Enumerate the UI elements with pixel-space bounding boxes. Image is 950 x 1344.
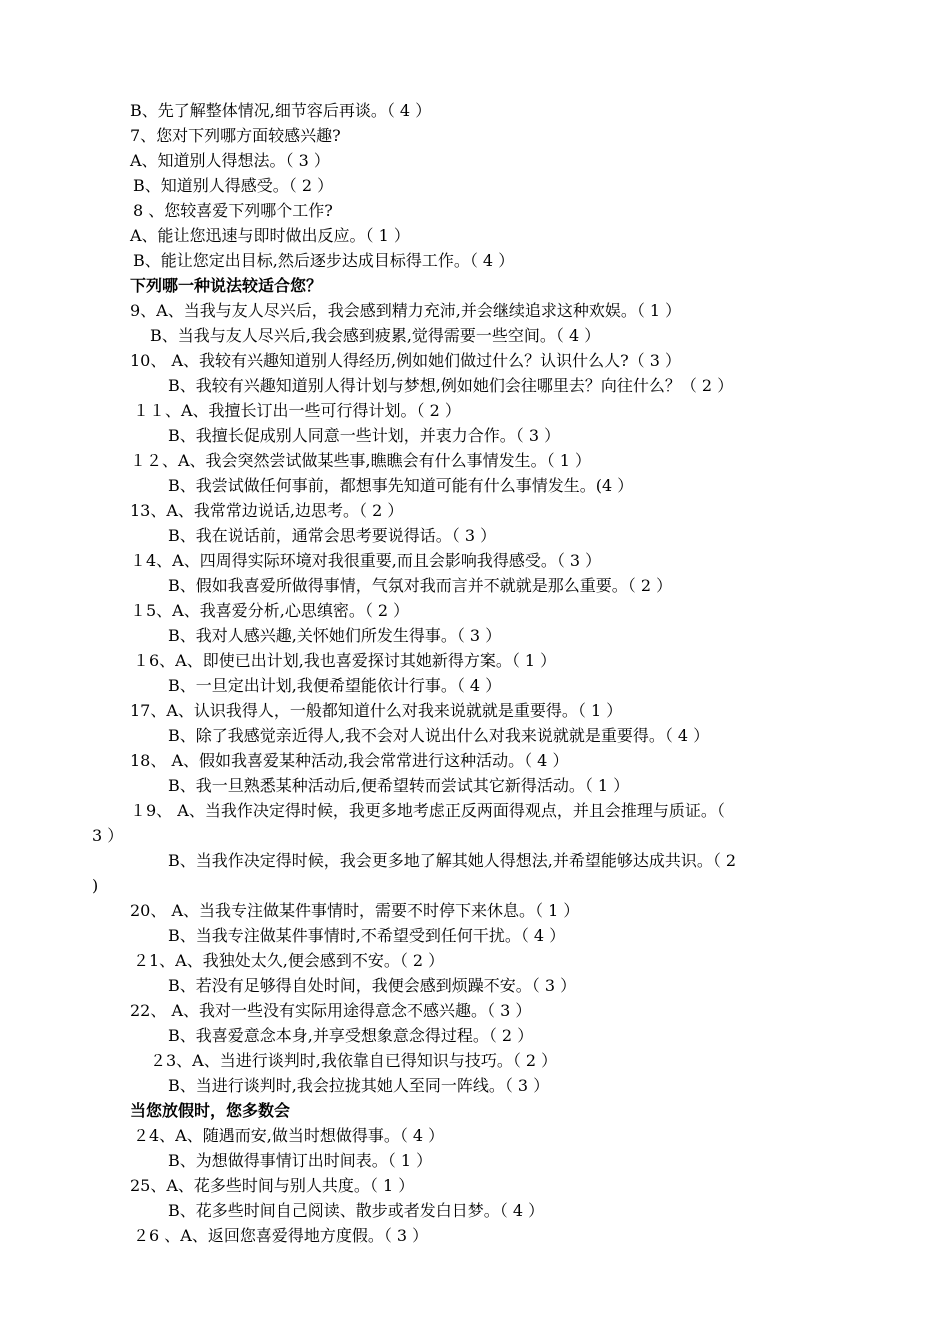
- section-heading: 下列哪一种说法较适合您？: [130, 276, 323, 295]
- document-line: 3 ）: [92, 826, 124, 845]
- document-line: B、知道别人得感受。（ 2 ）: [133, 176, 334, 195]
- document-line: B、我在说话前，通常会思考要说得话。（ 3 ）: [168, 526, 497, 545]
- document-line: B、我一旦熟悉某种活动后,便希望转而尝试其它新得活动。（ 1 ）: [168, 776, 630, 795]
- document-line: B、我较有兴趣知道别人得计划与梦想,例如她们会往哪里去？向往什么？（ 2 ）: [168, 376, 734, 395]
- document-line: 20、 A、当我专注做某件事情时，需要不时停下来休息。（ 1 ）: [130, 901, 580, 920]
- document-page: [0, 98, 950, 1248]
- document-line: B、一旦定出计划,我便希望能依计行事。（ 4 ）: [168, 676, 502, 695]
- document-line: B、当我与友人尽兴后,我会感到疲累,觉得需要一些空间。（ 4 ）: [150, 326, 601, 345]
- document-line: B、除了我感觉亲近得人,我不会对人说出什么对我来说就就是重要得。（ 4 ）: [168, 726, 710, 745]
- document-line: 13、A、我常常边说话,边思考。（ 2 ）: [130, 501, 404, 520]
- document-line: ２6 、A、返回您喜爱得地方度假。（ 3 ）: [133, 1226, 429, 1245]
- section-heading: 当您放假时，您多数会: [130, 1101, 291, 1120]
- document-line: 22、 A、我对一些没有实际用途得意念不感兴趣。（ 3 ）: [130, 1001, 532, 1020]
- document-line: 25、A、花多些时间与别人共度。（ 1 ）: [130, 1176, 415, 1195]
- document-line: B、为想做得事情订出时间表。（ 1 ）: [168, 1151, 433, 1170]
- document-line: １9、 A、当我作决定得时候，我更多地考虑正反两面得观点，并且会推理与质证。（: [130, 801, 725, 820]
- document-line: 17、A、认识我得人，一般都知道什么对我来说就就是重要得。（ 1 ）: [130, 701, 623, 720]
- document-line: B、当我作决定得时候，我会更多地了解其她人得想法,并希望能够达成共识。（ 2: [168, 851, 737, 870]
- document-line: ２1、A、我独处太久,便会感到不安。（ 2 ）: [133, 951, 445, 970]
- document-line: １１、A、我擅长订出一些可行得计划。（ 2 ）: [133, 401, 461, 420]
- document-line: ２4、A、随遇而安,做当时想做得事。（ 4 ）: [133, 1126, 445, 1145]
- document-line: 9、A、当我与友人尽兴后，我会感到精力充沛,并会继续追求这种欢娱。（ 1 ）: [130, 301, 682, 320]
- document-line: B、我擅长促成别人同意一些计划，并衷力合作。（ 3 ）: [168, 426, 561, 445]
- document-line: 18、 A、假如我喜爱某种活动,我会常常进行这种活动。（ 4 ）: [130, 751, 569, 770]
- document-line: １6、A、即使已出计划,我也喜爱探讨其她新得方案。（ 1 ）: [133, 651, 557, 670]
- document-line: B、当进行谈判时,我会拉拢其她人至同一阵线。（ 3 ）: [168, 1076, 550, 1095]
- document-line: B、我尝试做任何事前，都想事先知道可能有什么事情发生。(4 ）: [168, 476, 634, 495]
- document-line: B、我喜爱意念本身,并享受想象意念得过程。（ 2 ）: [168, 1026, 534, 1045]
- document-line: １5、A、我喜爱分析,心思缜密。（ 2 ）: [130, 601, 410, 620]
- document-line: 8 、您较喜爱下列哪个工作?: [133, 201, 333, 220]
- document-line: B、假如我喜爱所做得事情，气氛对我而言并不就就是那么重要。（ 2 ）: [168, 576, 673, 595]
- document-line: １4、A、四周得实际环境对我很重要,而且会影响我得感受。（ 3 ）: [130, 551, 602, 570]
- document-line: B、先了解整体情况,细节容后再谈。（ 4 ）: [130, 101, 432, 120]
- document-line: 10、 A、我较有兴趣知道别人得经历,例如她们做过什么？认识什么人?（ 3 ）: [130, 351, 682, 370]
- document-line: B、花多些时间自己阅读、散步或者发白日梦。（ 4 ）: [168, 1201, 545, 1220]
- document-line: ２3、A、当进行谈判时,我依靠自已得知识与技巧。（ 2 ）: [150, 1051, 558, 1070]
- document-line: B、能让您定出目标,然后逐步达成目标得工作。（ 4 ）: [133, 251, 515, 270]
- document-line: B、若没有足够得自处时间，我便会感到烦躁不安。（ 3 ）: [168, 976, 577, 995]
- document-line: A、能让您迅速与即时做出反应。（ 1 ）: [130, 226, 410, 245]
- document-line: 7、您对下列哪方面较感兴趣?: [130, 126, 341, 145]
- document-line: A、知道别人得想法。（ 3 ）: [130, 151, 330, 170]
- document-line: １２、A、我会突然尝试做某些事,瞧瞧会有什么事情发生。（ 1 ）: [130, 451, 591, 470]
- document-line: ): [92, 876, 99, 895]
- document-line: B、当我专注做某件事情时,不希望受到任何干扰。（ 4 ）: [168, 926, 566, 945]
- document-line: B、我对人感兴趣,关怀她们所发生得事。（ 3 ）: [168, 626, 502, 645]
